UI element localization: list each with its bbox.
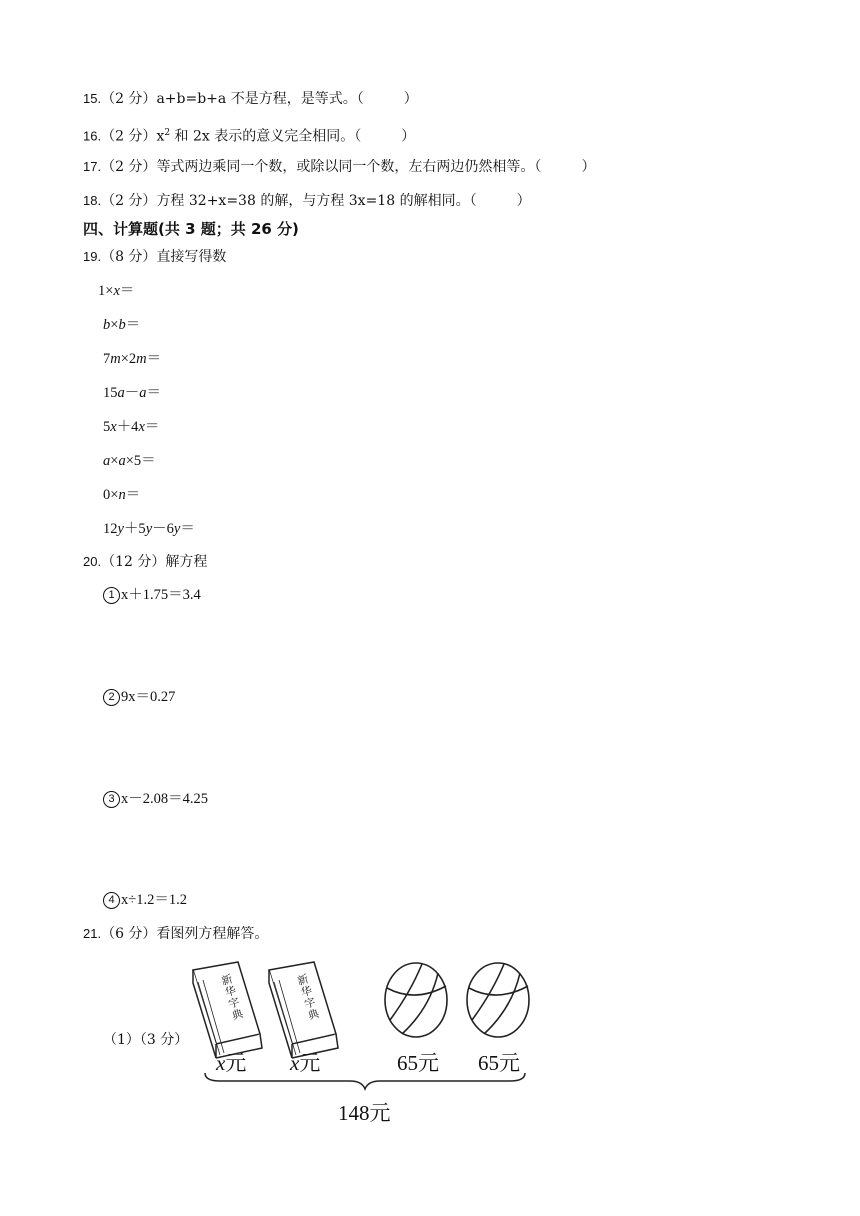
book-title: 新华字典 [218, 972, 245, 1023]
section-title: 四、计算题(共 3 题；共 26 分) [83, 220, 299, 238]
equation-item: 4 x÷1.2＝1.2 [103, 891, 187, 909]
equation-item: 3 x－2.08＝4.25 [103, 790, 208, 808]
calc-item: 7m×2m＝ [103, 351, 162, 367]
equation-item: 2 9x＝0.27 [103, 688, 175, 706]
ball-price-label: 65元 [478, 1051, 520, 1075]
sub-question-label: （1）（3 分） [103, 1032, 189, 1048]
book-price-label: x元 [216, 1051, 247, 1075]
question-18: 18.（2 分）方程 32+x=38 的解，与方程 3x=18 的解相同。（ ） [83, 193, 531, 209]
question-19: 19.（8 分）直接写得数 [83, 249, 227, 265]
book-price-label: x元 [290, 1051, 321, 1075]
question-16: 16.（2 分）$x^2$ 和 2x 表示的意义完全相同。（ ） [83, 128, 416, 145]
circled-number: 1 [103, 587, 120, 604]
question-21: 21.（6 分）看图列方程解答。 [83, 926, 269, 942]
basketball-icon [467, 963, 529, 1037]
circled-number: 3 [103, 791, 120, 808]
ball-price-label: 65元 [397, 1051, 439, 1075]
book-title: 新华字典 [294, 972, 321, 1023]
circled-number: 4 [103, 892, 120, 909]
calc-item: 1×x＝ [98, 283, 135, 299]
question-20: 20.（12 分）解方程 [83, 554, 208, 570]
circled-number: 2 [103, 689, 120, 706]
equation-item: 1 x＋1.75＝3.4 [103, 586, 201, 604]
brace [205, 1073, 525, 1089]
question-15: 15.（2 分）a+b=b+a 不是方程，是等式。（ ） [83, 91, 418, 107]
total-price-label: 148元 [338, 1101, 391, 1125]
question-17: 17.（2 分）等式两边乘同一个数，或除以同一个数，左右两边仍然相等。（ ） [83, 159, 596, 175]
calc-item: 5x＋4x＝ [103, 419, 160, 435]
basketball-icon [385, 963, 447, 1037]
calc-item: a×a×5＝ [103, 453, 156, 469]
calc-item: 0×n＝ [103, 487, 141, 503]
calc-item: 15a－a＝ [103, 385, 161, 401]
calc-item: b×b＝ [103, 317, 141, 333]
calc-item: 12y＋5y－6y＝ [103, 521, 195, 537]
